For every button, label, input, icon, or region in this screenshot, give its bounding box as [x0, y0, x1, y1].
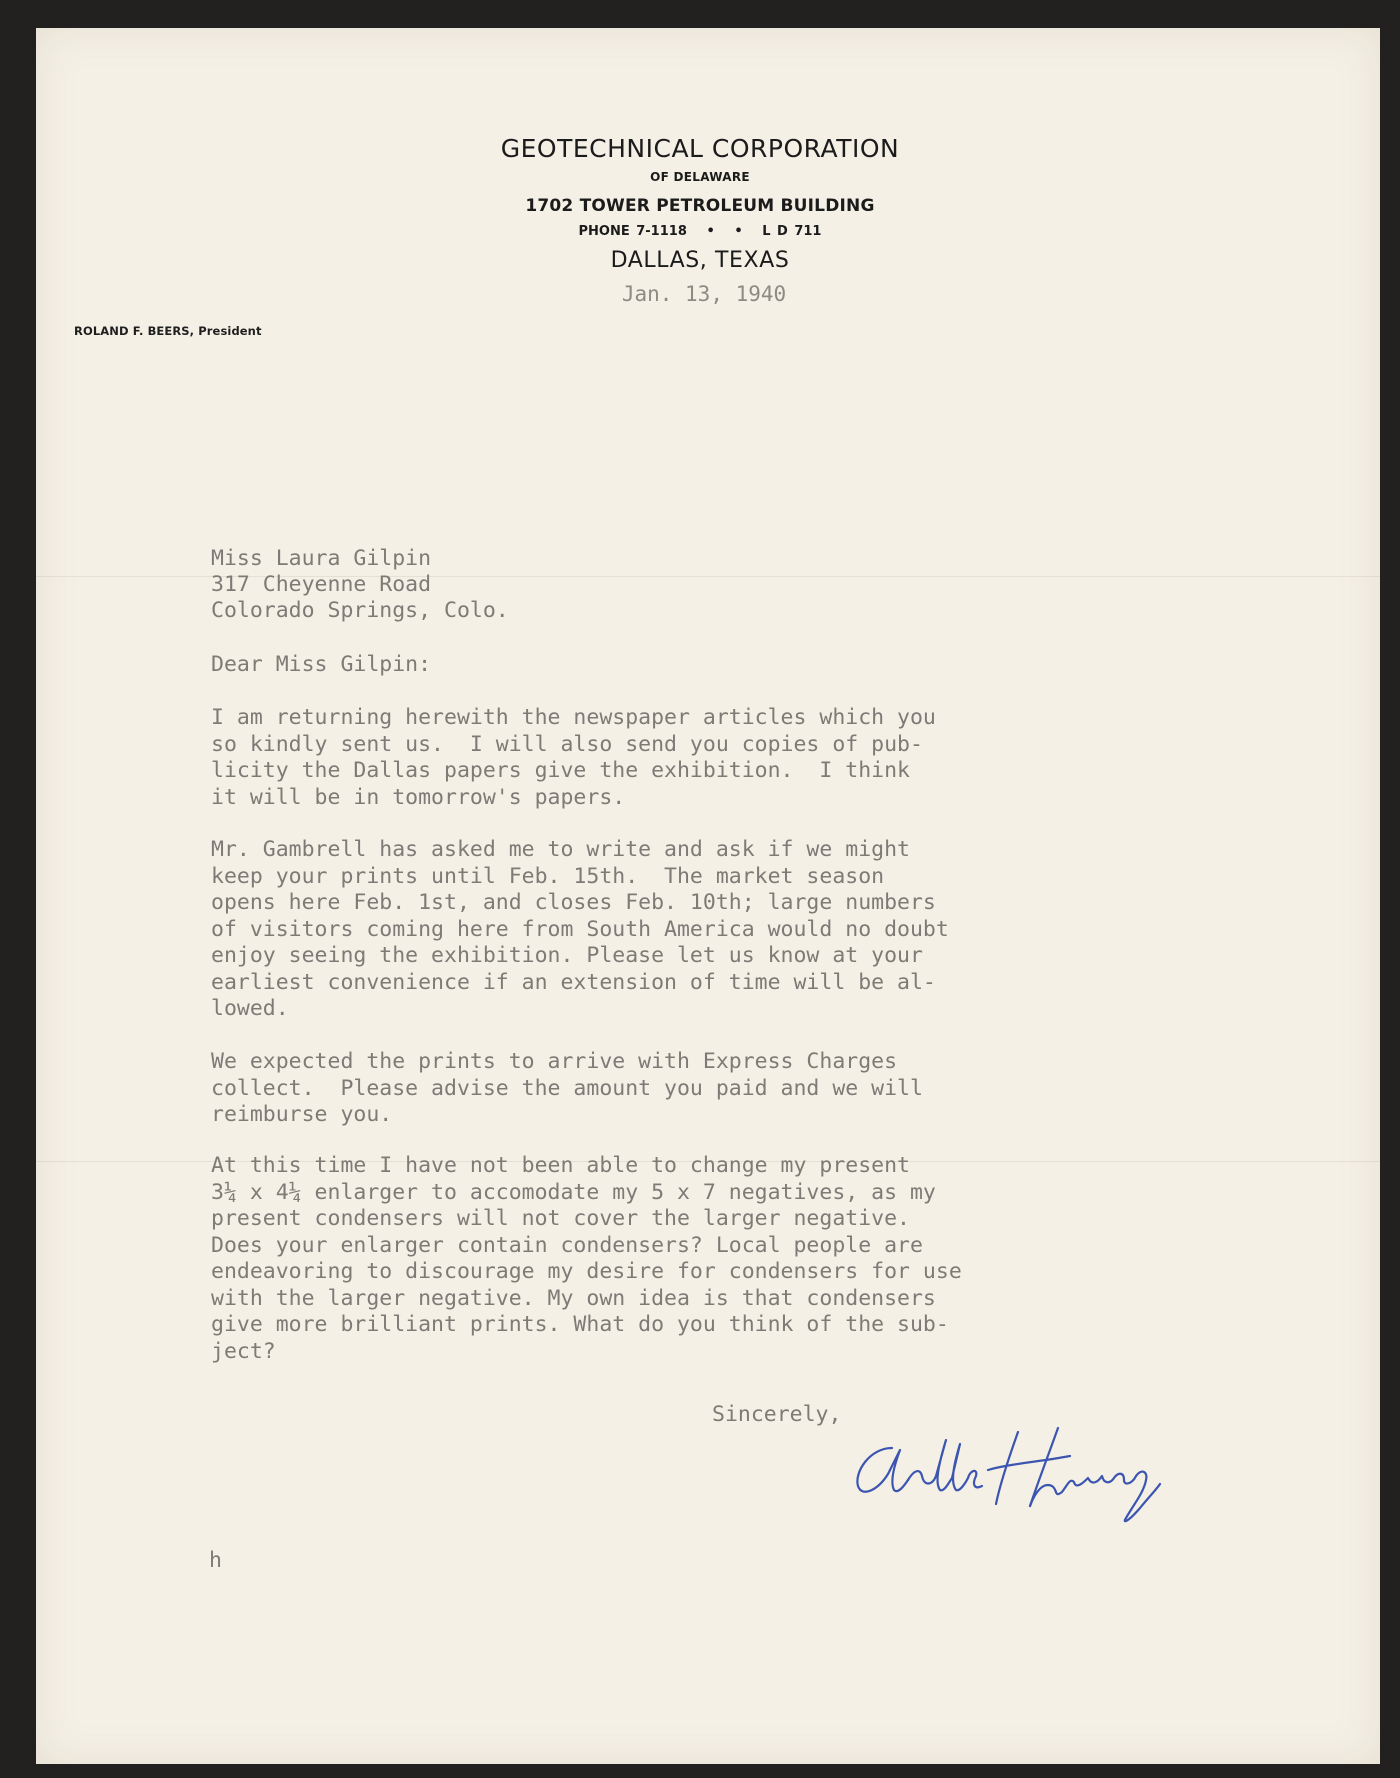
typist-initial: h	[209, 1548, 222, 1573]
letterhead-president: ROLAND F. BEERS, President	[74, 324, 262, 338]
recipient-street: 317 Cheyenne Road	[211, 572, 432, 597]
closing: Sincerely,	[712, 1402, 842, 1427]
handwritten-signature	[848, 1420, 1208, 1530]
salutation: Dear Miss Gilpin:	[211, 652, 432, 677]
letterhead-subtitle: OF DELAWARE	[650, 170, 750, 184]
letterhead-city: DALLAS, TEXAS	[610, 248, 790, 273]
letterhead-address: 1702 TOWER PETROLEUM BUILDING	[525, 196, 875, 216]
letterhead-phone: PHONE 7-1118 • • L D 711	[578, 224, 822, 239]
letter-date: Jan. 13, 1940	[621, 282, 787, 306]
body-paragraph: Mr. Gambrell has asked me to write and ask if we might keep your prints until Feb. 15th. The market season opens here Feb. 1st, and closes Feb. 10th; large numbers of visitors coming here from South America would no doubt enjoy seeing the exhibition. Please let us know at your earliest convenience if an extension of time will be al- lowed.	[211, 837, 949, 1021]
recipient-city: Colorado Springs, Colo.	[211, 598, 509, 623]
body-paragraph: We expected the prints to arrive with Express Charges collect. Please advise the amount you paid and we will reimburse you.	[211, 1049, 923, 1127]
body-paragraph: I am returning herewith the newspaper articles which you so kindly sent us. I will also send you copies of pub- licity the Dallas papers give the exhibition. I think it will be in tomorrow's papers.	[211, 705, 936, 810]
letterhead-company: GEOTECHNICAL CORPORATION	[500, 134, 900, 163]
recipient-name: Miss Laura Gilpin	[211, 546, 432, 571]
body-paragraph: At this time I have not been able to change my present 3¼ x 4¼ enlarger to accomodate my 5 x 7 negatives, as my present condensers will not cover the larger negative. Does your enlarger contain condensers? Local people are endeavoring to discourage my desire for condensers for use with the larger negative. My own idea is that condensers give more brilliant prints. What do you think of the sub- ject?	[211, 1153, 962, 1364]
